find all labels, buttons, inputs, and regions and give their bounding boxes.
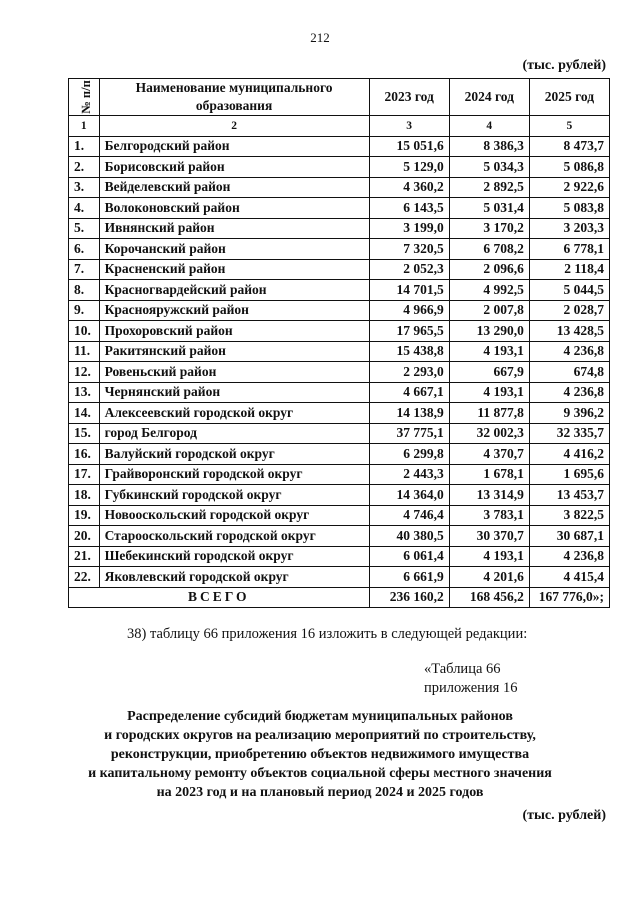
value-2023: 14 364,0 — [369, 485, 449, 506]
value-2025: 4 236,8 — [529, 546, 609, 567]
value-2023: 6 143,5 — [369, 198, 449, 219]
municipality-name: Белгородский район — [99, 136, 369, 157]
value-2023: 15 438,8 — [369, 341, 449, 362]
units-label-bottom: (тыс. рублей) — [522, 808, 606, 823]
value-2025: 4 236,8 — [529, 341, 609, 362]
municipality-name: Губкинский городской округ — [99, 485, 369, 506]
value-2025: 5 086,8 — [529, 157, 609, 178]
value-2023: 5 129,0 — [369, 157, 449, 178]
value-2024: 4 193,1 — [449, 382, 529, 403]
value-2023: 2 443,3 — [369, 464, 449, 485]
value-2023: 2 052,3 — [369, 259, 449, 280]
row-number: 19. — [69, 505, 100, 526]
title-line: Распределение субсидий бюджетам муниципальных районов — [127, 709, 513, 724]
table-row — [69, 218, 610, 239]
value-2023: 14 138,9 — [369, 403, 449, 424]
municipality-name: Грайворонский городской округ — [99, 464, 369, 485]
municipality-name: Прохоровский район — [99, 321, 369, 342]
row-number: 3. — [69, 177, 100, 198]
value-2025: 5 044,5 — [529, 280, 609, 301]
value-2024: 4 370,7 — [449, 444, 529, 465]
table-row — [69, 157, 610, 178]
value-2023: 4 966,9 — [369, 300, 449, 321]
table-row — [69, 546, 610, 567]
table-row — [69, 526, 610, 547]
municipality-name: Ивнянский район — [99, 218, 369, 239]
title-line: и капитальному ремонту объектов социальной сферы местного значения — [88, 766, 552, 781]
table-row — [69, 280, 610, 301]
value-2023: 6 299,8 — [369, 444, 449, 465]
municipality-name: Красногвардейский район — [99, 280, 369, 301]
row-number: 22. — [69, 567, 100, 588]
municipality-name: Чернянский район — [99, 382, 369, 403]
value-2025: 32 335,7 — [529, 423, 609, 444]
municipality-name: Шебекинский городской округ — [99, 546, 369, 567]
row-number: 14. — [69, 403, 100, 424]
municipality-name: Валуйский городской округ — [99, 444, 369, 465]
table-row — [69, 423, 610, 444]
table-header-row — [69, 79, 610, 116]
value-2024: 4 201,6 — [449, 567, 529, 588]
row-number: 11. — [69, 341, 100, 362]
header-name: Наименование муниципального образования — [99, 79, 369, 116]
row-number: 20. — [69, 526, 100, 547]
value-2024: 4 193,1 — [449, 546, 529, 567]
municipality-name: Борисовский район — [99, 157, 369, 178]
municipality-name: Ракитянский район — [99, 341, 369, 362]
value-2025: 2 118,4 — [529, 259, 609, 280]
value-2023: 40 380,5 — [369, 526, 449, 547]
table-body — [69, 136, 610, 587]
row-number: 21. — [69, 546, 100, 567]
row-number: 13. — [69, 382, 100, 403]
value-2025: 2 028,7 — [529, 300, 609, 321]
table-row — [69, 136, 610, 157]
units-label: (тыс. рублей) — [522, 58, 606, 73]
table-row — [69, 259, 610, 280]
total-label: ВСЕГО — [69, 587, 370, 608]
value-2023: 17 965,5 — [369, 321, 449, 342]
row-number: 10. — [69, 321, 100, 342]
value-2024: 667,9 — [449, 362, 529, 383]
value-2024: 30 370,7 — [449, 526, 529, 547]
table-row — [69, 341, 610, 362]
row-number: 6. — [69, 239, 100, 260]
amendment-item-38: 38) таблицу 66 приложения 16 изложить в следующей редакции: — [127, 626, 528, 642]
table-row — [69, 464, 610, 485]
table-row — [69, 505, 610, 526]
total-2025: 167 776,0»; — [529, 587, 609, 608]
row-number: 15. — [69, 423, 100, 444]
header-2025: 2025 год — [529, 79, 609, 116]
value-2024: 2 096,6 — [449, 259, 529, 280]
value-2024: 2 007,8 — [449, 300, 529, 321]
value-2025: 3 822,5 — [529, 505, 609, 526]
value-2023: 7 320,5 — [369, 239, 449, 260]
value-2025: 1 695,6 — [529, 464, 609, 485]
value-2024: 3 170,2 — [449, 218, 529, 239]
row-number: 16. — [69, 444, 100, 465]
total-2023: 236 160,2 — [369, 587, 449, 608]
municipality-name: Алексеевский городской округ — [99, 403, 369, 424]
table-row — [69, 321, 610, 342]
value-2024: 32 002,3 — [449, 423, 529, 444]
value-2025: 2 922,6 — [529, 177, 609, 198]
value-2024: 6 708,2 — [449, 239, 529, 260]
title-line: реконструкции, приобретению объектов недвижимого имущества — [110, 747, 530, 762]
column-index: 5 — [529, 116, 609, 137]
table-row — [69, 239, 610, 260]
row-number: 18. — [69, 485, 100, 506]
value-2024: 4 992,5 — [449, 280, 529, 301]
row-number: 1. — [69, 136, 100, 157]
row-number: 5. — [69, 218, 100, 239]
table-row — [69, 403, 610, 424]
value-2025: 9 396,2 — [529, 403, 609, 424]
municipality-name: Волоконовский район — [99, 198, 369, 219]
table-row — [69, 382, 610, 403]
value-2023: 2 293,0 — [369, 362, 449, 383]
value-2024: 2 892,5 — [449, 177, 529, 198]
row-number: 7. — [69, 259, 100, 280]
value-2024: 13 290,0 — [449, 321, 529, 342]
municipality-name: Яковлевский городской округ — [99, 567, 369, 588]
annex-line-2: приложения 16 — [424, 680, 518, 696]
annex-reference — [424, 660, 517, 698]
table-row — [69, 485, 610, 506]
municipality-name: Старооскольский городской округ — [99, 526, 369, 547]
value-2025: 674,8 — [529, 362, 609, 383]
column-index: 2 — [99, 116, 369, 137]
value-2023: 4 667,1 — [369, 382, 449, 403]
value-2023: 3 199,0 — [369, 218, 449, 239]
value-2023: 4 746,4 — [369, 505, 449, 526]
annex-line-1: «Таблица 66 — [424, 661, 501, 677]
value-2025: 13 428,5 — [529, 321, 609, 342]
value-2024: 3 783,1 — [449, 505, 529, 526]
row-number: 8. — [69, 280, 100, 301]
value-2025: 30 687,1 — [529, 526, 609, 547]
title-line: на 2023 год и на плановый период 2024 и 2025 годов — [156, 785, 484, 800]
row-number: 9. — [69, 300, 100, 321]
column-index: 3 — [369, 116, 449, 137]
column-index: 1 — [69, 116, 100, 137]
value-2023: 6 061,4 — [369, 546, 449, 567]
table-row — [69, 177, 610, 198]
column-index: 4 — [449, 116, 529, 137]
value-2024: 11 877,8 — [449, 403, 529, 424]
value-2025: 6 778,1 — [529, 239, 609, 260]
municipality-name: Краснояружский район — [99, 300, 369, 321]
value-2025: 4 415,4 — [529, 567, 609, 588]
value-2025: 3 203,3 — [529, 218, 609, 239]
total-row — [69, 587, 610, 608]
value-2025: 13 453,7 — [529, 485, 609, 506]
table-row — [69, 444, 610, 465]
municipality-name: Корочанский район — [99, 239, 369, 260]
header-2023: 2023 год — [369, 79, 449, 116]
value-2023: 37 775,1 — [369, 423, 449, 444]
table-row — [69, 362, 610, 383]
title-line: и городских округов на реализацию мероприятий по строительству, — [104, 728, 536, 743]
header-num: № п/п — [69, 79, 100, 116]
subsidy-table — [68, 78, 610, 608]
row-number: 2. — [69, 157, 100, 178]
municipality-name: Новооскольский городской округ — [99, 505, 369, 526]
header-2024: 2024 год — [449, 79, 529, 116]
value-2024: 4 193,1 — [449, 341, 529, 362]
value-2024: 5 034,3 — [449, 157, 529, 178]
table-row — [69, 198, 610, 219]
table-row — [69, 567, 610, 588]
municipality-name: Ровеньский район — [99, 362, 369, 383]
page-number: 212 — [310, 30, 330, 45]
row-number: 4. — [69, 198, 100, 219]
total-2024: 168 456,2 — [449, 587, 529, 608]
municipality-name: Красненский район — [99, 259, 369, 280]
value-2024: 13 314,9 — [449, 485, 529, 506]
value-2025: 4 236,8 — [529, 382, 609, 403]
value-2024: 8 386,3 — [449, 136, 529, 157]
column-index-row — [69, 116, 610, 137]
table-title — [40, 707, 600, 802]
municipality-name: город Белгород — [99, 423, 369, 444]
table-row — [69, 300, 610, 321]
value-2023: 15 051,6 — [369, 136, 449, 157]
value-2025: 8 473,7 — [529, 136, 609, 157]
value-2023: 14 701,5 — [369, 280, 449, 301]
value-2024: 1 678,1 — [449, 464, 529, 485]
municipality-name: Вейделевский район — [99, 177, 369, 198]
value-2024: 5 031,4 — [449, 198, 529, 219]
row-number: 12. — [69, 362, 100, 383]
value-2025: 4 416,2 — [529, 444, 609, 465]
row-number: 17. — [69, 464, 100, 485]
value-2023: 6 661,9 — [369, 567, 449, 588]
value-2023: 4 360,2 — [369, 177, 449, 198]
value-2025: 5 083,8 — [529, 198, 609, 219]
